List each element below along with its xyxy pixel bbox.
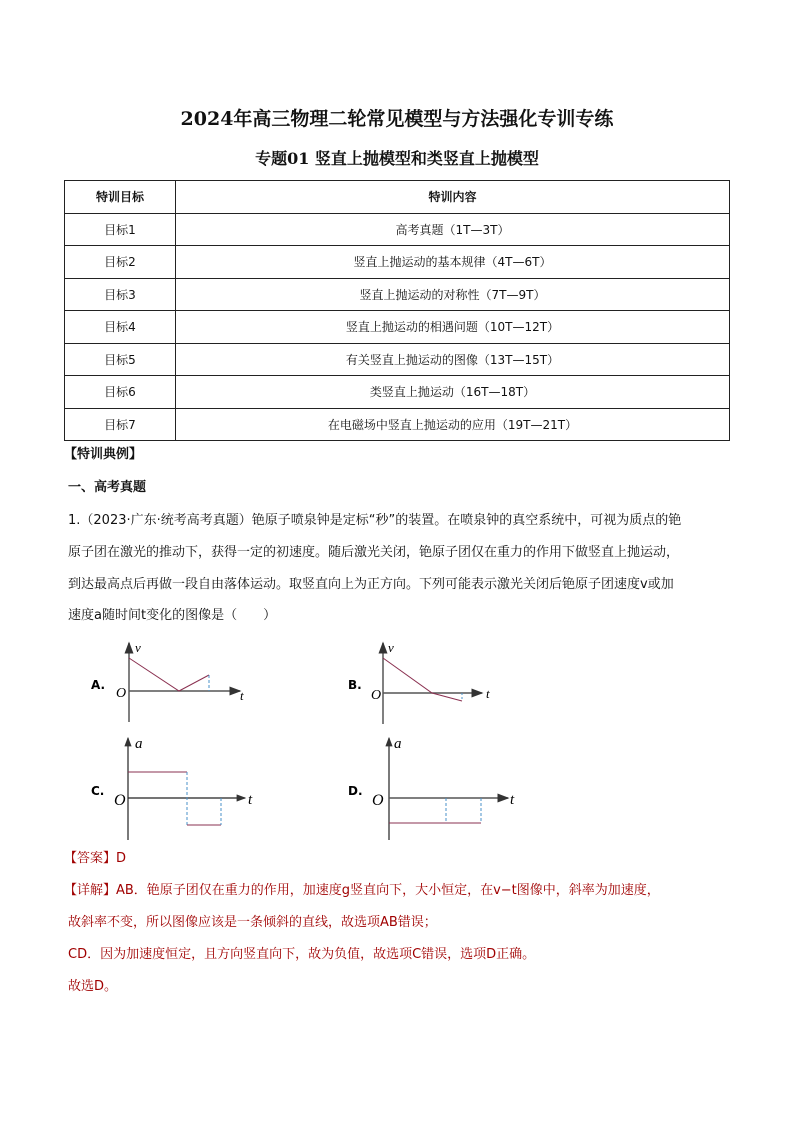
table-cell: 有关竖直上抛运动的图像（13T—15T） (176, 343, 730, 376)
table-cell: 在电磁场中竖直上抛运动的应用（19T—21T） (176, 408, 730, 441)
table-row (65, 246, 730, 279)
question-line: 速度a随时间t变化的图像是（ ） (68, 608, 277, 623)
document-title: 2024年高三物理二轮常见模型与方法强化专训专练 (180, 108, 614, 130)
table-cell: 竖直上抛运动的相遇问题（10T—12T） (176, 311, 730, 344)
explanation-line: CD．因为加速度恒定，且方向竖直向下，故为负值，故选项C错误，选项D正确。 (68, 947, 536, 962)
section-heading-examples: 【特训典例】 (64, 447, 143, 462)
explanation-line: 故斜率不变，所以图像应该是一条倾斜的直线，故选项AB错误； (68, 915, 437, 930)
section-heading-part1: 一、高考真题 (68, 480, 147, 495)
option-b-label: B. (348, 678, 362, 692)
table-cell: 目标7 (65, 408, 176, 441)
option-graphs (0, 630, 794, 845)
y-axis-label: a (135, 736, 143, 752)
table-row (65, 343, 730, 376)
question-line: 到达最高点后再做一段自由落体运动。取竖直向上为正方向。下列可能表示激光关闭后铯原子团速度v或加 (68, 577, 674, 592)
option-c-graph[interactable] (91, 736, 253, 840)
y-axis-label: v (388, 640, 394, 655)
x-axis-label: t (510, 792, 515, 808)
option-a-graph[interactable] (91, 640, 244, 722)
question-line: 1.（2023·广东·统考高考真题）铯原子喷泉钟是定标“秒”的装置。在喷泉钟的真空系统中，可视为质点的铯 (68, 513, 682, 528)
x-axis-label: t (248, 792, 253, 808)
table-cell: 高考真题（1T—3T） (176, 213, 730, 246)
table-cell: 目标5 (65, 343, 176, 376)
answer-line: 【答案】D (64, 851, 127, 866)
explanation-line: 故选D。 (68, 979, 118, 994)
table-header: 特训目标 (65, 181, 176, 214)
option-d-graph[interactable] (348, 736, 515, 840)
origin-label: O (372, 792, 384, 809)
table-cell: 类竖直上抛运动（16T—18T） (176, 376, 730, 409)
option-b-graph[interactable] (348, 640, 490, 724)
table-cell: 竖直上抛运动的对称性（7T—9T） (176, 278, 730, 311)
table-cell: 竖直上抛运动的基本规律（4T—6T） (176, 246, 730, 279)
table-cell: 目标3 (65, 278, 176, 311)
explanation-line: 【详解】AB．铯原子团仅在重力的作用，加速度g竖直向下，大小恒定，在v−t图像中，斜率为加速度， (64, 883, 660, 898)
table-row (65, 376, 730, 409)
table-header: 特训内容 (176, 181, 730, 214)
x-axis-label: t (240, 688, 244, 703)
table-row (65, 278, 730, 311)
table-cell: 目标4 (65, 311, 176, 344)
option-d-label: D. (348, 784, 363, 798)
table-row (65, 408, 730, 441)
option-a-label: A. (91, 678, 106, 692)
y-axis-label: v (135, 640, 141, 655)
option-c-label: C. (91, 784, 105, 798)
table-row (65, 213, 730, 246)
origin-label: O (116, 686, 127, 701)
y-axis-label: a (394, 736, 402, 752)
table-cell: 目标1 (65, 213, 176, 246)
x-axis-label: t (486, 686, 490, 701)
table-header-row (65, 181, 730, 214)
table-cell: 目标2 (65, 246, 176, 279)
origin-label: O (371, 688, 382, 703)
training-goals-table (64, 180, 730, 441)
table-row (65, 311, 730, 344)
document-subtitle: 专题01 竖直上抛模型和类竖直上抛模型 (255, 149, 539, 168)
table-cell: 目标6 (65, 376, 176, 409)
question-line: 原子团在激光的推动下，获得一定的初速度。随后激光关闭，铯原子团仅在重力的作用下做竖直上抛运动， (68, 545, 680, 560)
origin-label: O (114, 792, 126, 809)
